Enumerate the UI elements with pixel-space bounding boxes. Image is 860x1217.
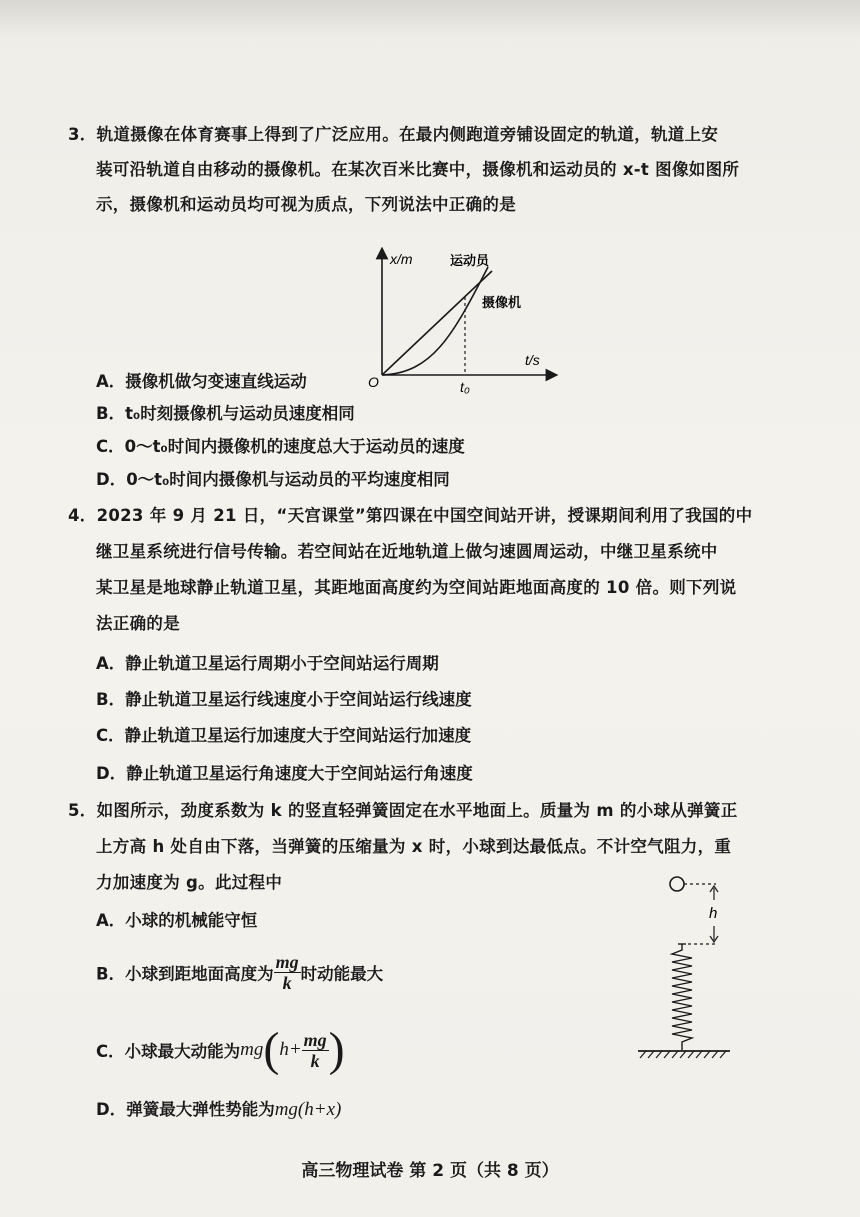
q4-option-b: B．静止轨道卫星运行线速度小于空间站运行线速度: [96, 690, 472, 709]
q3-option-b: B．t₀时刻摄像机与运动员速度相同: [96, 404, 355, 423]
t0-label: t₀: [460, 379, 470, 395]
y-axis-label: x/m: [390, 251, 413, 267]
q3-option-c: C．0～t₀时间内摄像机的速度总大于运动员的速度: [96, 437, 465, 456]
q5-line-1: 5．如图所示，劲度系数为 k 的竖直轻弹簧固定在水平地面上。质量为 m 的小球从弹簧正: [68, 801, 738, 820]
q3-line-3: 示，摄像机和运动员均可视为质点，下列说法中正确的是: [96, 195, 516, 214]
q4-line-3: 某卫星是地球静止轨道卫星，其距地面高度约为空间站距地面高度的 10 倍。则下列说: [96, 578, 737, 597]
xt-graph: [362, 247, 562, 397]
runner-label: 运动员: [450, 253, 490, 268]
mg-over-k-fraction: $\frac{mg}{k}$: [275, 952, 299, 993]
q4-line-1: 4．2023 年 9 月 21 日，“天宫课堂”第四课在中国空间站开讲，授课期间利用了我国的中: [68, 506, 753, 525]
spring: [672, 944, 692, 1050]
q4-line-4: 法正确的是: [96, 614, 180, 633]
q4-option-d: D．静止轨道卫星运行角速度大于空间站运行角速度: [96, 764, 473, 783]
origin-label: O: [368, 374, 379, 390]
q5-option-a: A．小球的机械能守恒: [96, 911, 258, 930]
mg-over-k-fraction-2: $\frac{mg}{k}$: [303, 1029, 327, 1071]
q5-option-b: B．小球到距地面高度为 $\frac{mg}{k}$ 时动能最大: [96, 952, 384, 993]
scan-shadow: [0, 0, 860, 40]
q5-line-3: 力加速度为 g。此过程中: [96, 873, 283, 892]
spring-diagram: [630, 870, 740, 1070]
runner-line: [382, 271, 492, 375]
q3-option-a: A．摄像机做匀变速直线运动: [96, 372, 307, 391]
q3-line-2: 装可沿轨道自由移动的摄像机。在某次百米比赛中，摄像机和运动员的 x-t 图像如图所: [96, 160, 740, 179]
q4-line-2: 继卫星系统进行信号传输。若空间站在近地轨道上做匀速圆周运动，中继卫星系统中: [96, 542, 718, 561]
ball: [670, 877, 684, 891]
q4-option-c: C．静止轨道卫星运行加速度大于空间站运行加速度: [96, 726, 472, 745]
q5-option-d: D．弹簧最大弹性势能为mg(h+x): [96, 1099, 342, 1120]
ground-hatching: [640, 1051, 726, 1058]
q3-option-d: D．0～t₀时间内摄像机与运动员的平均速度相同: [96, 470, 450, 489]
h-label: h: [709, 905, 718, 922]
camera-curve: [382, 267, 488, 375]
camera-label: 摄像机: [482, 295, 522, 310]
q5-option-c: C．小球最大动能为mg(h+ $\frac{mg}{k}$ ): [96, 1023, 345, 1076]
q4-option-a: A．静止轨道卫星运行周期小于空间站运行周期: [96, 654, 439, 673]
x-axis-label: t/s: [525, 352, 540, 368]
page-footer: 高三物理试卷 第 2 页（共 8 页）: [301, 1161, 559, 1181]
q5-line-2: 上方高 h 处自由下落，当弹簧的压缩量为 x 时，小球到达最低点。不计空气阻力，重: [96, 837, 732, 856]
q3-line-1: 3．轨道摄像在体育赛事上得到了广泛应用。在最内侧跑道旁铺设固定的轨道，轨道上安: [68, 125, 719, 144]
